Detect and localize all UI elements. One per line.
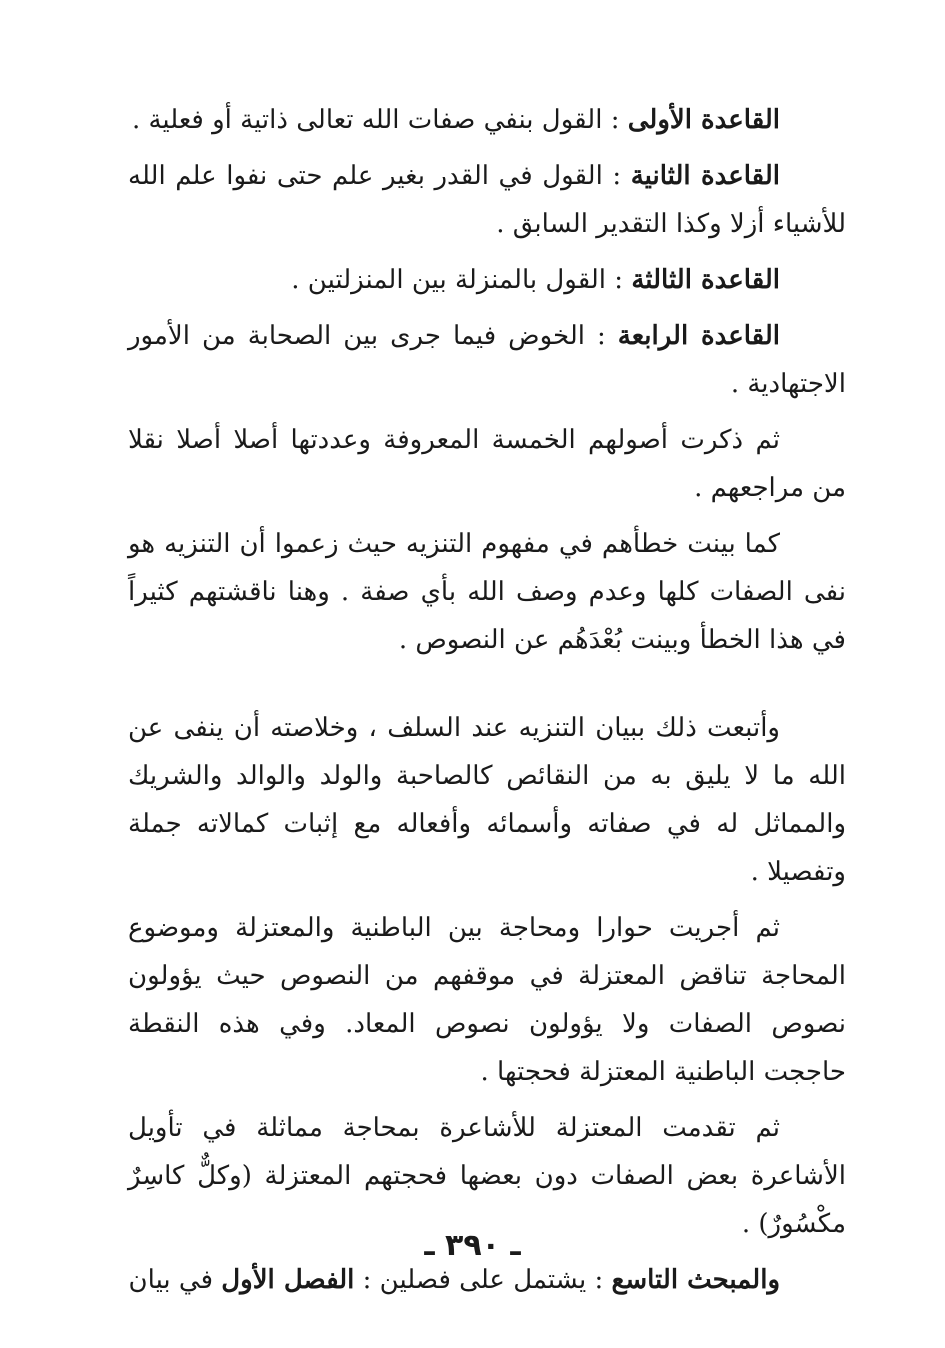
rule-one-paragraph [128, 96, 846, 144]
section-text: يشتمل على فصلين : [354, 1265, 587, 1295]
rule-text: القول بالمنزلة بين المنزلتين . [291, 265, 607, 295]
rule-text: الخوض فيما جرى بين الصحابة من الأمور الاجتهادية . [128, 321, 846, 399]
five-principles-paragraph: ثم ذكرت أصولهم الخمسة المعروفة وعددتها أصلا أصلا نقلا من مراجعهم . [128, 425, 846, 503]
rule-three-paragraph [128, 256, 846, 304]
rule-four-paragraph [128, 312, 846, 408]
separator: : [602, 105, 628, 135]
tanzih-error-paragraph: كما بينت خطأهم في مفهوم التنزيه حيث زعموا أن التنزيه هو نفى الصفات كلها وعدم وصف الله بأي صفة . وهنا ناقشتهم كثيراً في هذا الخطأ وبينت بُعْدَهُم عن النصوص . [128, 529, 846, 655]
separator: : [584, 321, 618, 351]
rule-label: القاعدة الثالثة [631, 265, 780, 295]
rule-label: القاعدة الرابعة [617, 321, 780, 351]
chapter-label: الفصل الأول [221, 1265, 355, 1295]
chapter-text: في بيان [128, 1265, 222, 1295]
rule-text: القول بنفي صفات الله تعالى ذاتية أو فعلية . [131, 105, 603, 135]
section-label: والمبحث التاسع [611, 1265, 780, 1295]
separator: : [602, 161, 631, 191]
page-number: ـ ٣٩٠ ـ [424, 1228, 521, 1263]
rule-label: القاعدة الثانية [630, 161, 780, 191]
separator: : [586, 1265, 612, 1295]
rule-text: القول في القدر بغير علم حتى نفوا علم الله للأشياء أزلا وكذا التقدير السابق . [128, 161, 846, 239]
rule-label: القاعدة الأولى [627, 105, 780, 135]
ashaira-dialogue-paragraph: ثم تقدمت المعتزلة للأشاعرة بمحاجة مماثلة في تأويل الأشاعرة بعض الصفات دون بعضها فحجتهم المعتزلة (وكلٌّ كاسِرٌ مكْسُورٌ) . [128, 1113, 846, 1239]
batiniyya-dialogue-paragraph: ثم أجريت حوارا ومحاجة بين الباطنية والمعتزلة وموضوع المحاجة تناقض المعتزلة في موقفهم من النصوص حيث يؤولون نصوص الصفات ولا يؤولون نصوص المعاد. وفي هذه النقطة حاججت الباطنية المعتزلة فحجتها . [128, 913, 846, 1087]
rule-two-paragraph [128, 152, 846, 248]
salaf-tanzih-paragraph: وأتبعت ذلك ببيان التنزيه عند السلف ، وخلاصته أن ينفى عن الله ما لا يليق به من النقائص كالصاحبة والولد والوالد والشريك والمماثل له في صفاته وأسمائه وأفعاله مع إثبات كمالاته جملة وتفصيلا . [128, 713, 846, 887]
page-body [128, 96, 846, 1312]
separator: : [606, 265, 632, 295]
ninth-section-paragraph [128, 1256, 846, 1304]
